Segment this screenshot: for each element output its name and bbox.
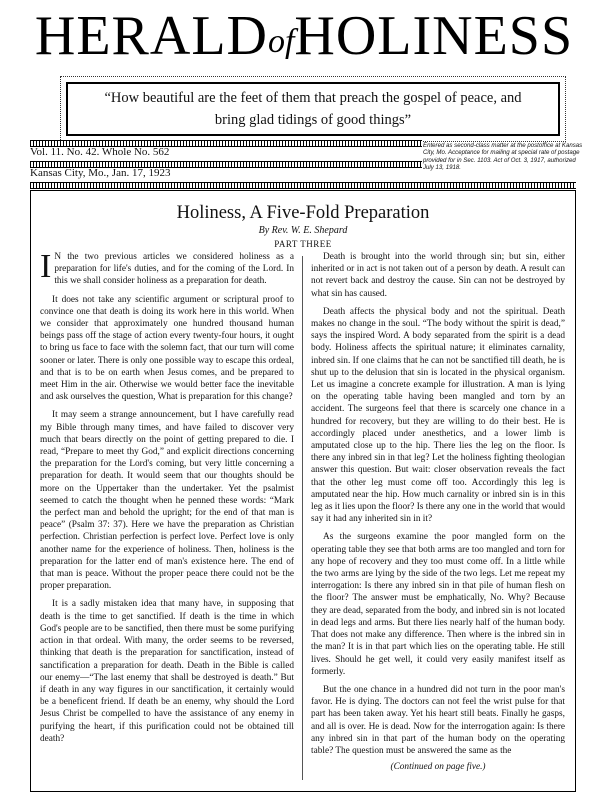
ornament-rule-full <box>30 182 576 189</box>
masthead <box>24 6 584 66</box>
banner-line-2: bring glad tidings of good things” <box>214 112 412 128</box>
article-column-left <box>40 248 294 745</box>
column-divider <box>302 256 303 780</box>
postal-entry-notice: Entered as second-class matter at the postoffice at Kansas City, Mo. Acceptance for mailing at special rate of postage provided for in Sec. 1103. Act of Oct. 3, 1917, authorized July 13, 1918. <box>423 142 583 171</box>
paragraph: I N the two previous articles we considered holiness as a preparation for life's duties, and for the coming of the Lord. In this we shall consider holiness as a preparation for death. <box>40 248 294 287</box>
place-date: Kansas City, Mo., Jan. 17, 1923 <box>30 167 171 179</box>
drop-cap: I <box>40 248 52 285</box>
masthead-of: of <box>267 23 295 60</box>
article-byline: By Rev. W. E. Shepard <box>258 225 348 236</box>
banner-line-1: “How beautiful are the feet of them that preach the gospel of peace, and <box>104 90 522 106</box>
volume-info: Vol. 11. No. 42. Whole No. 562 <box>30 146 170 158</box>
article-column-right <box>311 251 565 773</box>
paragraph: It is a sadly mistaken idea that many have, in supposing that death is the time to get sanctified. If death is the time in which God's people are to be sanctified, then there must be some purifying action in that ordeal. With many, the order seems to be reversed, thinking that death is the preparation for sanctification, instead of sanctification a preparation for death. Death in the Bible is called our enemy—“The last enemy that shall be destroyed is death.” But if death in any way figures in our sanctification, it certainly would be a beneficent friend. If death be an enemy, why should the Lord Jesus Christ be compelled to have the assistance of any enemy in purifying the heart, if this purification could not be obtained till death? <box>40 599 294 744</box>
masthead-herald: HERALD <box>34 5 268 67</box>
article-title: Holiness, A Five-Fold Preparation <box>176 203 430 223</box>
article-part: PART THREE <box>274 239 332 249</box>
paragraph: As the surgeons examine the poor mangled form on the operating table they see that both arms are too mangled and torn for any hope of recovery and they too must come off. In a little while the two arms are lying by the side of the two legs. Let me repeat my interrogation: Is there any inbred sin in that pile of human flesh on the floor? The answer must be emphatically, No. Why? Because they are dead, separated from the body, and inbred sin is not located in dead legs and arms. But there lies nearly half of the human body. That does not make any difference. Then where is the inbred sin in the man? It is in that part which lies on the operating table. He still lives. Should he get well, it could very easily manifest itself as formerly. <box>311 532 565 677</box>
banner-quote-box <box>66 82 560 136</box>
paragraph: Death is brought into the world through sin; but sin, either inherited or in act is not taken out of a person by death. A result can not revert back and destroy the cause. Sin can not be destroyed by what sin has caused. <box>311 252 565 299</box>
continued-notice: (Continued on page five.) <box>390 762 486 773</box>
paragraph: Death affects the physical body and not the spiritual. Death makes no change in the soul. “The body without the spirit is dead,” says the inspired Word. A body separated from the spirit is a dead body. Holiness affects the spiritual nature; it eliminates carnality, inbred sin. If one claims that he can not be sanctified till death, he is shut up to the delusion that sin is located in the physical organism. Let us imagine a concrete example for illustration. A man is lying on the operating table having been mangled and torn by an accident. The surgeons feel that there is scarcely one chance in a hundred for recovery, but they are willing to do their best. He is accordingly placed under anesthetics, and a lower limb is amputated close up to the hip. There lies the leg on the floor. Is there any inbred sin in that leg? Let the holiness fighting theologian answer this question. But wait: closer observation reveals the fact that the other leg must come off too. Accordingly this leg is amputated near the hip. How much carnality or inbred sin is in this leg as it lies upon the floor? Is there any one in the world that would say it had any inherited sin in it? <box>311 306 565 525</box>
paragraph: It may seem a strange announcement, but I have carefully read my Bible through many times, and have failed to discover very much that bears directly on the point of getting prepared to die. I read, “Prepare to meet thy God,” and explicit directions concerning the preparation for the Lord's coming, but very little concerning a preparation for death. It would seem that our thoughts should be more on the Uppertaker than the undertaker. Yet the psalmist seemed to catch the thought when he penned these words: “Mark the perfect man and behold the upright; for the end of that man is peace” (Psalm 37: 37). Here we have the preparation as Christian perfection. Christian perfection is perfect love. Perfect love is only another name for the experience of holiness. Then, holiness is the preparation for the latter end of man's existence here. The end of that man is peace. Without the proper peace there could not be the proper preparation. <box>40 410 294 592</box>
paragraph: But the one chance in a hundred did not turn in the poor man's favor. He is dying. The doctors can not feel the wrist pulse for that part has been taken away. Yet his heart still beats. Finally he gasps, and all is over. He is dead. Now for the interrogation again: Is there any inbred sin in that part of the human body on the operating table? The question must be answered the same as the <box>311 684 565 756</box>
masthead-holiness: HOLINESS <box>294 5 574 67</box>
paragraph: It does not take any scientific argument or scriptural proof to convince one that death is doing its work here in this world. When we consider that approximately one hundred thousand human beings pass off the stage of action every twenty-four hours, it ought to bring us face to face with the solemn fact, that our turn will come sooner or later. There is only one possible way to escape this ordeal, and that is to be on earth when Jesus comes, and be prepared to meet Him in the air. Otherwise we would better face the inevitable and ask ourselves the question, What is preparation for this change? <box>40 294 294 403</box>
